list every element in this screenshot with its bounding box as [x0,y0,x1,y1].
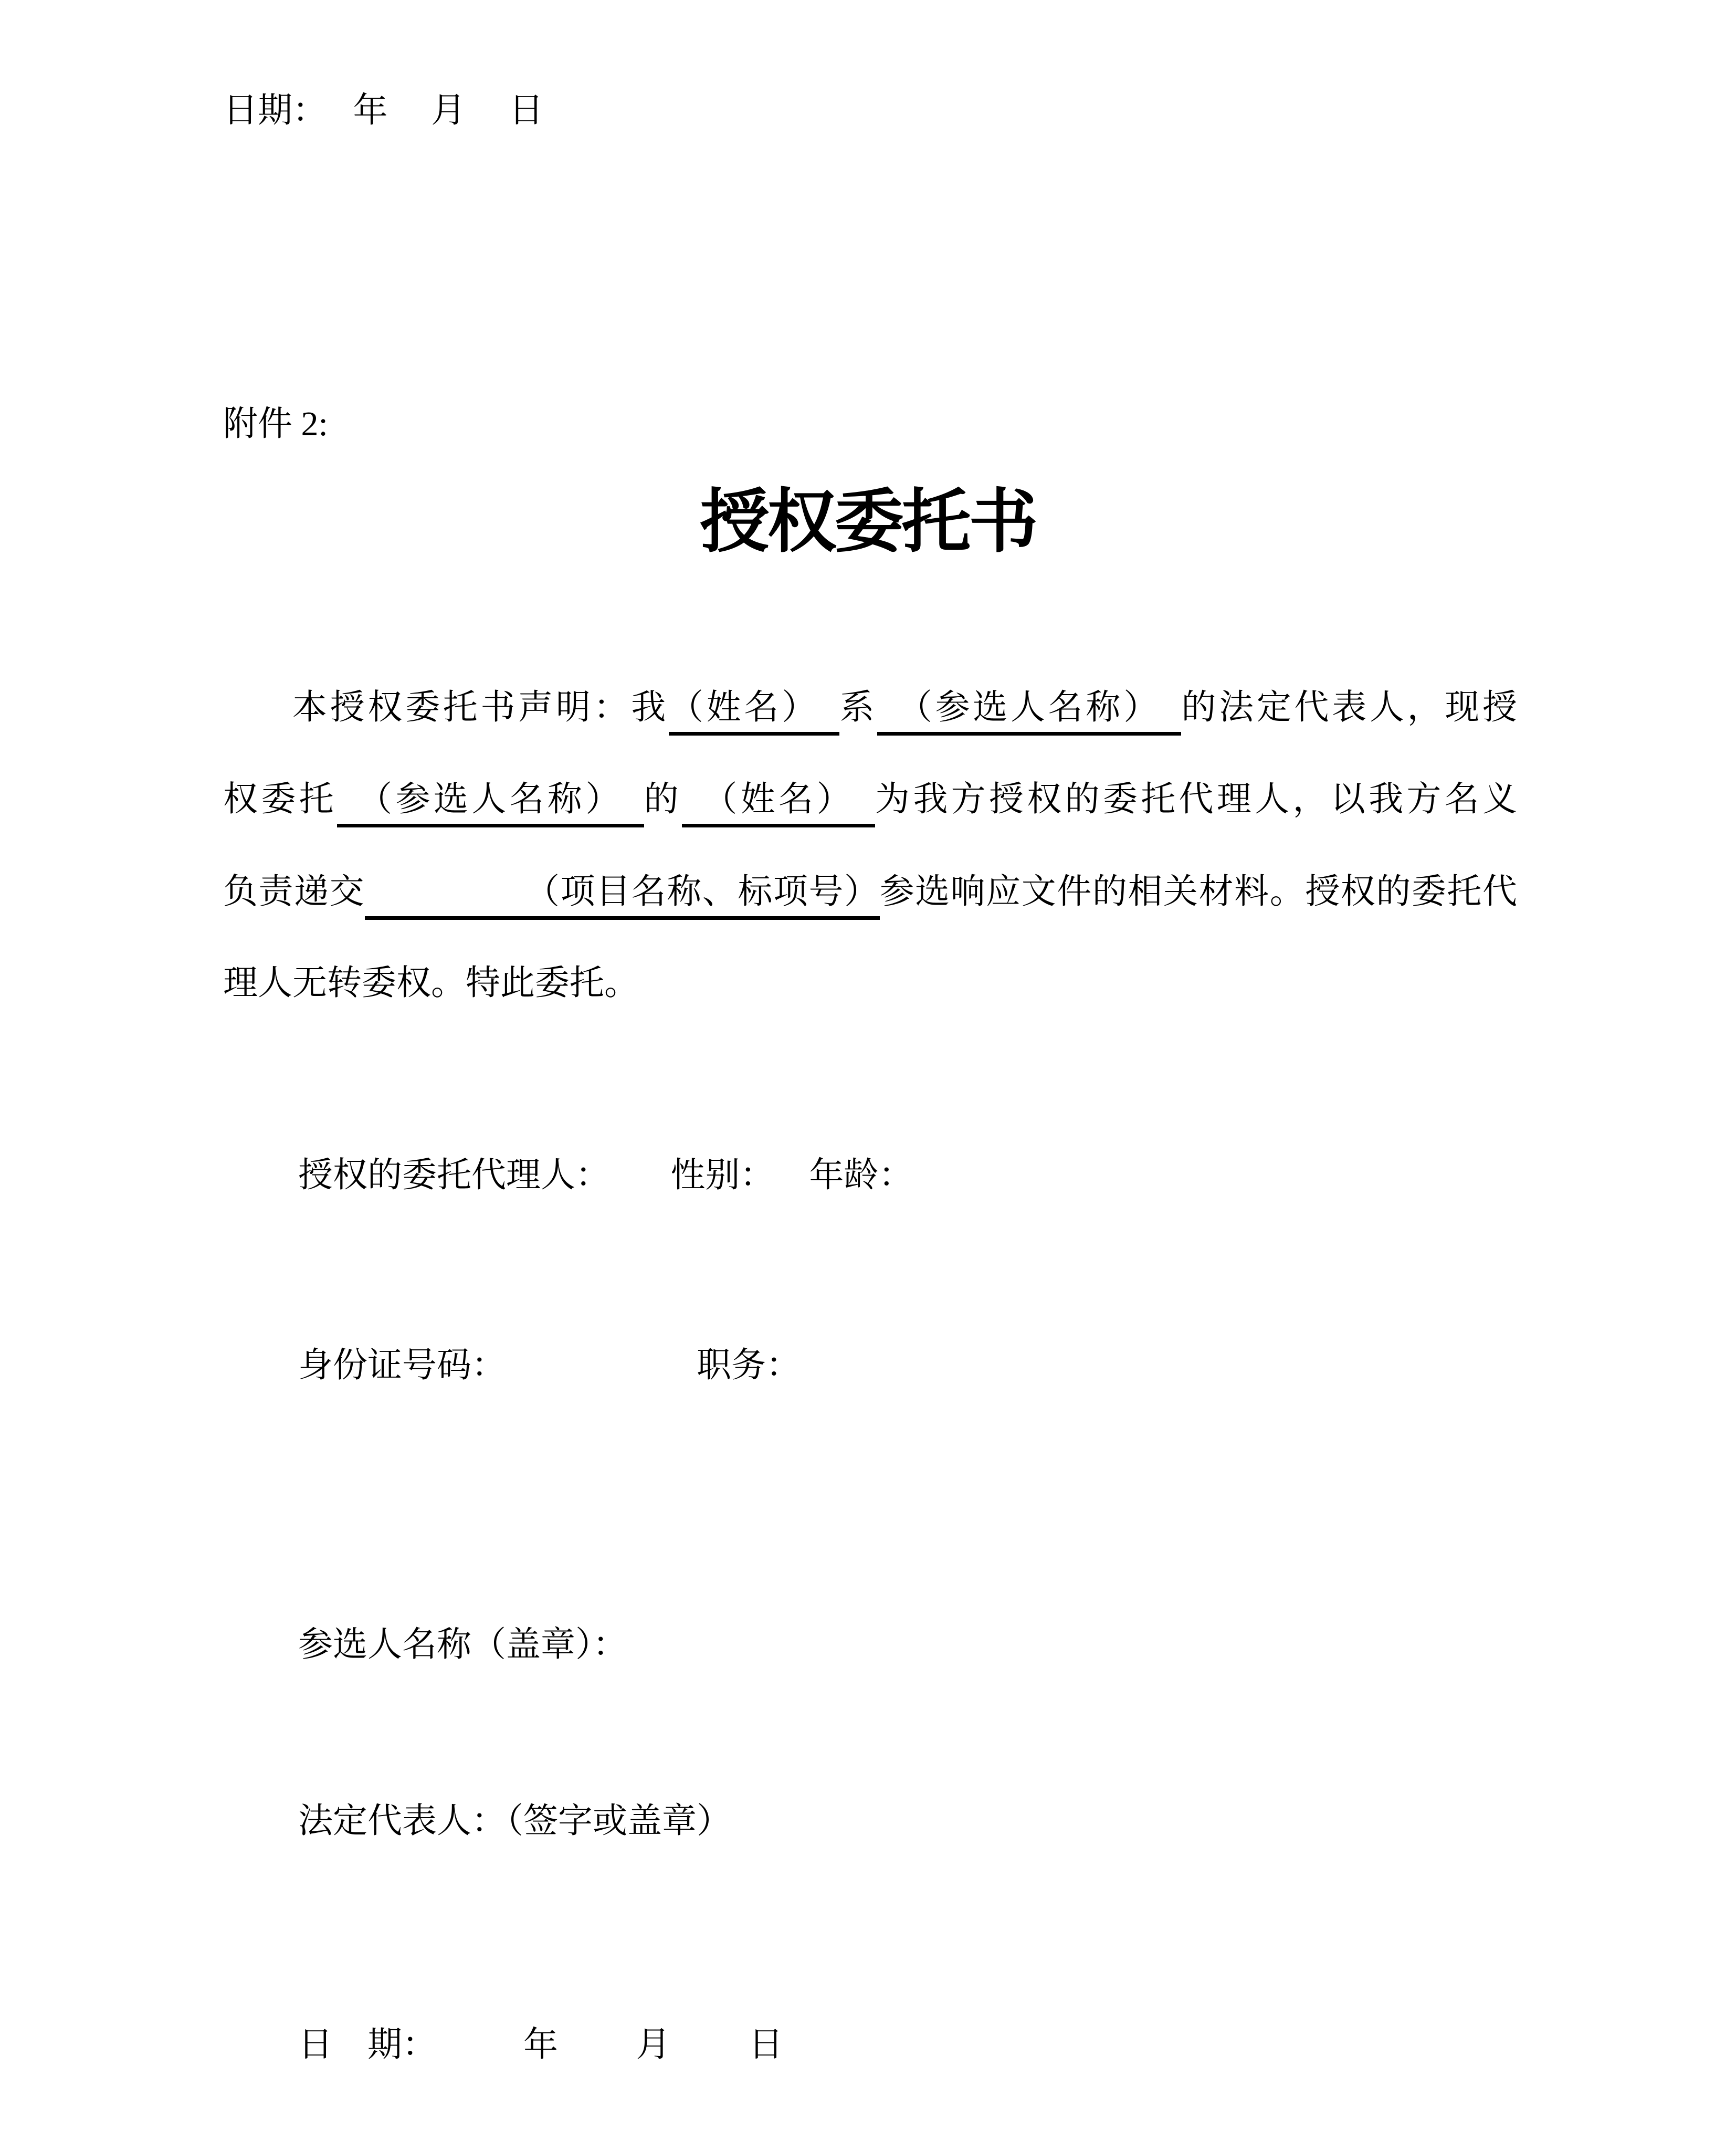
name-blank-underline: （姓名） [682,780,875,827]
paragraph-line-3 [223,869,1517,915]
project-name-blank-underline: （项目名称、标项号） [365,873,879,920]
text-segment: 本授权委托书声明：我 [292,688,669,727]
text-segment: 权委托 [223,780,337,819]
participant-name-blank-underline: （参选人名称） [337,780,644,827]
paragraph-line-4: 理人无转委权。特此委托。 [223,964,639,1002]
attachment-label: 附件 2: [223,405,328,443]
text-segment: 负责递交 [223,873,365,911]
document-title: 授权委托书 [700,484,1036,561]
legal-representative-line: 法定代表人：（签字或盖章） [298,1802,731,1840]
agent-info-line: 授权的委托代理人： 性别： 年龄： [298,1156,913,1194]
text-segment: 系 [839,688,878,727]
name-blank-underline: （姓名） [669,688,840,736]
participant-name-blank-underline: （参选人名称） [877,688,1181,736]
header-date-line: 日期： 年 月 日 [223,91,544,130]
paragraph-line-1 [223,685,1517,730]
id-number-line: 身份证号码： 职务： [298,1346,801,1385]
text-segment: 参选响应文件的相关材料。授权的委托代 [879,873,1518,911]
text-segment: 为我方授权的委托代理人，以我方名义 [875,780,1518,819]
paragraph-line-2 [223,777,1517,822]
footer-date-line: 日 期： 年 月 日 [298,2026,783,2064]
text-segment: 的 [644,780,682,819]
participant-name-line: 参选人名称（盖章）： [298,1625,627,1664]
text-segment: 的法定代表人，现授 [1181,688,1518,727]
